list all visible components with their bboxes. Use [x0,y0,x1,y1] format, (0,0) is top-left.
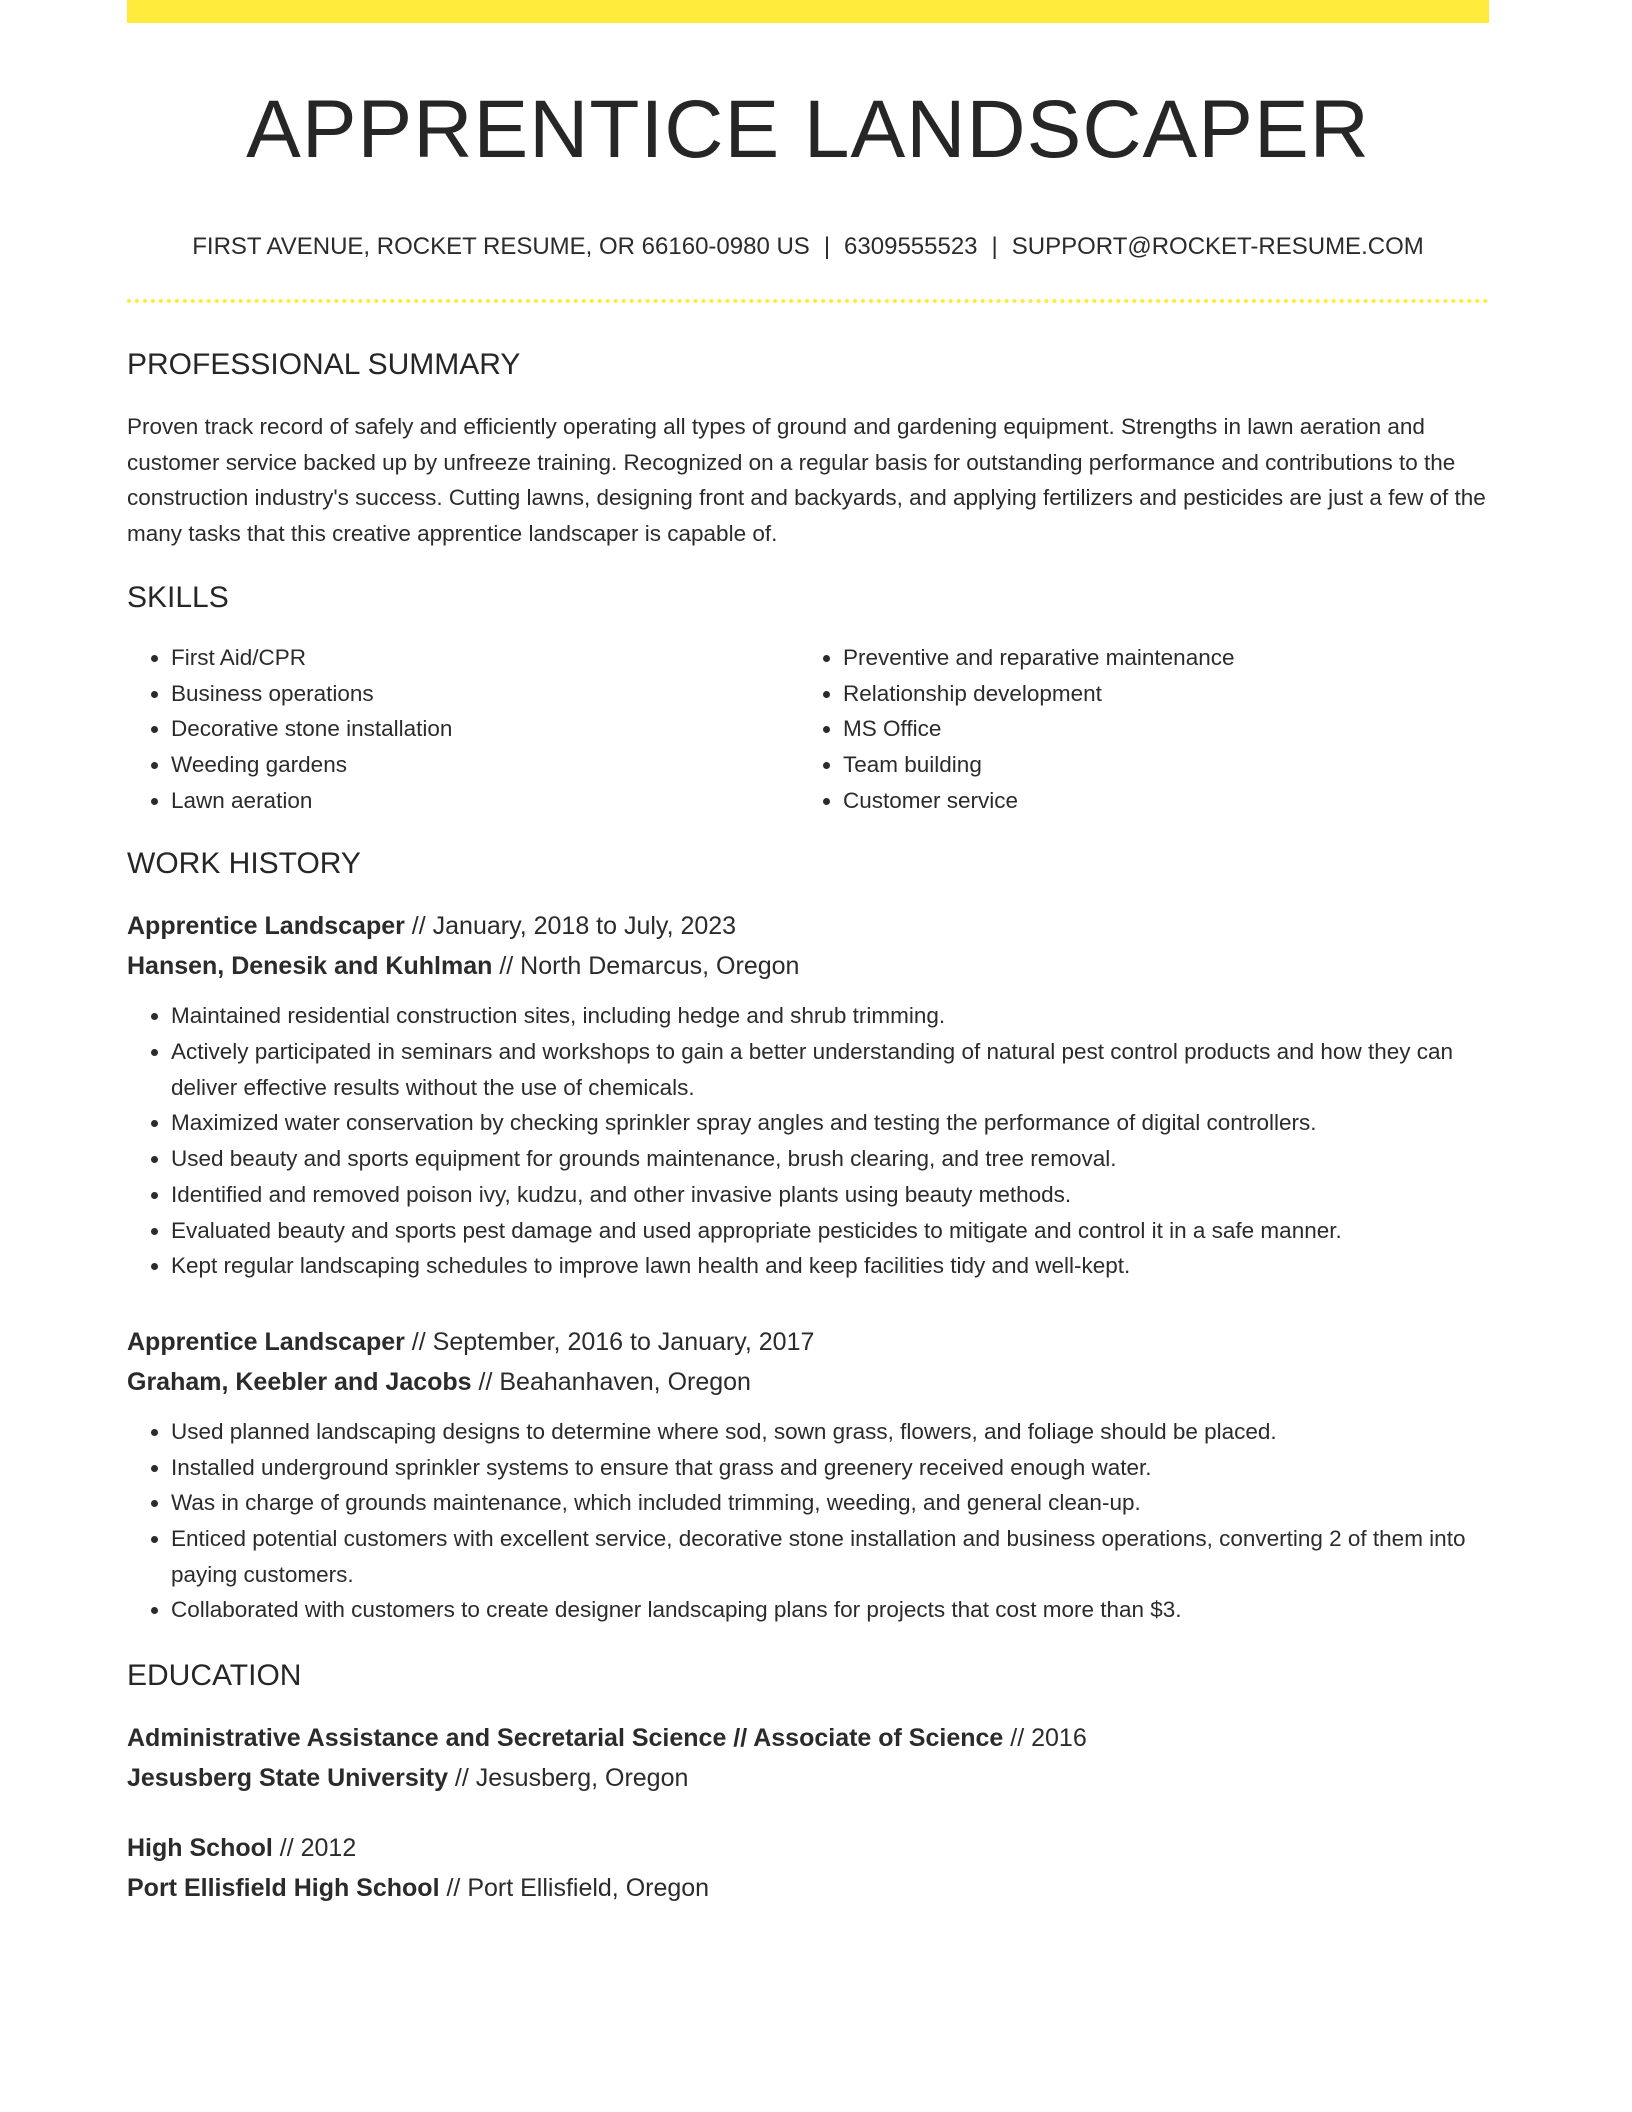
job-company: Graham, Keebler and Jacobs [127,1367,472,1396]
education-heading: EDUCATION [127,1659,302,1693]
top-accent-bar [127,0,1489,23]
job-bullet: • Enticed potential customers with excellent service, decorative stone installation and business operations, converting 2 of them into paying customers. [171,1521,1489,1592]
job-bullet: • Maximized water conservation by checking sprinkler spray angles and testing the performance of digital controllers. [171,1105,1489,1141]
job-dates: // September, 2016 to January, 2017 [404,1327,815,1356]
education-degree: High School [127,1834,273,1863]
skill-item: • Preventive and reparative maintenance [843,640,1471,676]
contact-email: SUPPORT@ROCKET-RESUME.COM [1011,233,1424,261]
contact-line [127,233,1489,262]
education-year: // 2012 [272,1834,357,1863]
job-bullet: • Installed underground sprinkler systems to ensure that grass and greenery received enough water. [171,1450,1489,1486]
skill-item: • Weeding gardens [171,747,799,783]
job-bullet: • Was in charge of grounds maintenance, which included trimming, weeding, and general clean-up. [171,1485,1489,1521]
education-degree-line [127,1718,1489,1758]
job-company: Hansen, Denesik and Kuhlman [127,952,493,981]
page-title: APPRENTICE LANDSCAPER [246,84,1370,175]
education-school: Jesusberg State University [127,1764,448,1793]
job-company-line [127,1362,1489,1402]
education-degree-line [127,1828,1489,1868]
job-title-line [127,1322,1489,1362]
job-bullet: • Actively participated in seminars and workshops to gain a better understanding of natural pest control products and how they can deliver effective results without the use of chemicals. [171,1034,1489,1105]
skill-item: • First Aid/CPR [171,640,799,676]
skills-list-right [799,640,1471,819]
skill-item: • Business operations [171,676,799,712]
job-bullet: • Evaluated beauty and sports pest damage and used appropriate pesticides to mitigate and control it in a safe manner. [171,1213,1489,1249]
summary-text: Proven track record of safely and efficiently operating all types of ground and gardening equipment. Strengths in lawn aeration and customer service backed up by unfreeze training. Recognized on a regular basis for outstanding performance and contributions to the construction industry's success. Cutting lawns, designing front and backyards, and applying fertilizers and pesticides are just a few of the many tasks that this creative apprentice landscaper is capable of. [127,413,1486,547]
job-location: // North Demarcus, Oregon [492,952,800,981]
contact-separator: | [991,233,998,261]
contact-address: FIRST AVENUE, ROCKET RESUME, OR 66160-0980 US [192,233,810,261]
contact-separator: | [823,233,831,261]
skill-item: • Team building [843,747,1471,783]
job-location: // Beahanhaven, Oregon [471,1367,751,1396]
job-bullet: • Identified and removed poison ivy, kudzu, and other invasive plants using beauty methods. [171,1177,1489,1213]
education-location: // Port Ellisfield, Oregon [439,1874,710,1903]
skill-item: • Relationship development [843,676,1471,712]
skill-item: • MS Office [843,711,1471,747]
skills-grid [127,640,1489,819]
skill-item: • Decorative stone installation [171,711,799,747]
job-bullets [127,998,1489,1284]
education-entry [127,1828,1489,1908]
job-bullet: • Maintained residential construction sites, including hedge and shrub trimming. [171,998,1489,1034]
work-history-heading: WORK HISTORY [127,847,361,881]
education-entry [127,1718,1489,1798]
education-school-line [127,1758,1489,1798]
job-entry [127,906,1489,1284]
job-bullet: • Used beauty and sports equipment for grounds maintenance, brush clearing, and tree removal. [171,1141,1489,1177]
dotted-divider [127,299,1489,303]
summary-heading: PROFESSIONAL SUMMARY [127,347,521,381]
skills-list-left [127,640,799,819]
job-company-line [127,946,1489,986]
job-role: Apprentice Landscaper [127,912,405,941]
job-dates: // January, 2018 to July, 2023 [404,912,737,941]
job-bullet: • Kept regular landscaping schedules to improve lawn health and keep facilities tidy and well-kept. [171,1248,1489,1284]
education-location: // Jesusberg, Oregon [447,1764,689,1793]
skill-item: • Lawn aeration [171,783,799,819]
job-bullet: • Collaborated with customers to create designer landscaping plans for projects that cost more than $3. [171,1592,1489,1628]
job-bullets [127,1414,1489,1628]
education-year: // 2016 [1003,1724,1087,1753]
resume-page [127,0,1489,1908]
job-entry [127,1322,1489,1628]
job-title-line [127,906,1489,946]
skill-item: • Customer service [843,783,1471,819]
job-role: Apprentice Landscaper [127,1327,405,1356]
skills-heading: SKILLS [127,580,229,614]
contact-phone: 6309555523 [844,233,978,261]
education-school: Port Ellisfield High School [127,1874,440,1903]
education-degree: Administrative Assistance and Secretarial Science // Associate of Science [127,1724,1004,1753]
education-school-line [127,1868,1489,1908]
job-bullet: • Used planned landscaping designs to determine where sod, sown grass, flowers, and foliage should be placed. [171,1414,1489,1450]
